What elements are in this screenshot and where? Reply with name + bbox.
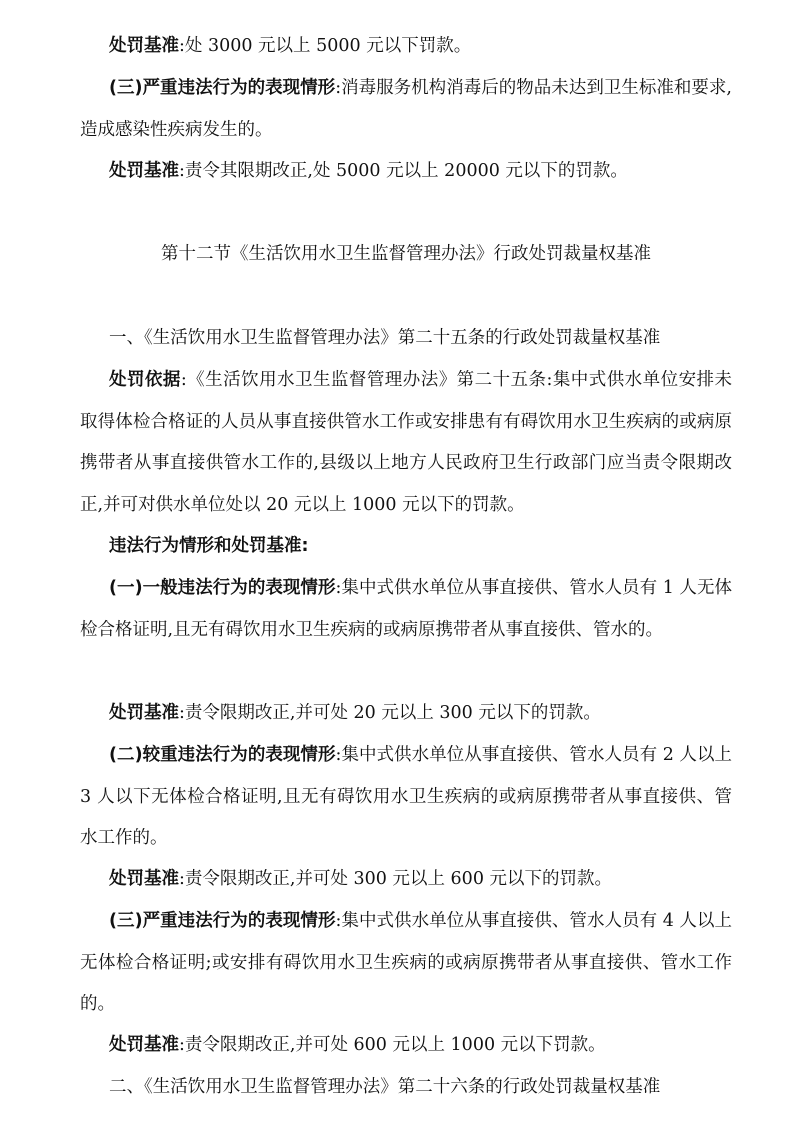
penalty-standard-label: 处罚基准 [109, 36, 179, 56]
paragraph-text: :集中式供水单位从事直接供、管水人员有 4 人以上无体检合格证明;或安排有碍饮用水卫生疾病的或病原携带者从事直接供、管水工作的。 [80, 911, 733, 1014]
paragraph-penalty-standard-4 [80, 859, 732, 901]
paragraph-violation-cases-heading [80, 526, 732, 568]
penalty-standard-label: 处罚基准 [109, 869, 179, 889]
paragraph-text: :责令限期改正,并可处 600 元以上 1000 元以下罚款。 [179, 1035, 606, 1055]
section-title: 第十二节《生活饮用水卫生监督管理办法》行政处罚裁量权基准 [161, 244, 651, 264]
paragraph-penalty-standard-5 [80, 1025, 732, 1067]
paragraph-text: :责令限期改正,并可处 300 元以上 600 元以下的罚款。 [179, 869, 613, 889]
penalty-standard-label: 处罚基准 [109, 1035, 179, 1055]
paragraph-moderate-violation [80, 735, 732, 860]
moderate-violation-label: (二)较重违法行为的表现情形 [109, 745, 336, 765]
paragraph-penalty-standard-3 [80, 693, 732, 735]
serious-violation-label: (三)严重违法行为的表现情形 [109, 78, 336, 98]
heading-article-26: 二、《生活饮用水卫生监督管理办法》第二十六条的行政处罚裁量权基准 [109, 1077, 661, 1097]
penalty-standard-label: 处罚基准 [109, 703, 179, 723]
penalty-basis-label: 处罚依据 [109, 370, 181, 390]
penalty-standard-label: 处罚基准 [109, 161, 179, 181]
paragraph-penalty-standard-2 [80, 151, 732, 193]
paragraph-serious-violation-1 [80, 68, 732, 151]
paragraph-penalty-standard-1 [80, 26, 732, 68]
paragraph-text: :责令限期改正,并可处 20 元以上 300 元以下的罚款。 [179, 703, 601, 723]
paragraph-text: :集中式供水单位从事直接供、管水人员有 2 人以上 3 人以下无体检合格证明,且无有碍饮用水卫生疾病的或病原携带者从事直接供、管水工作的。 [80, 745, 733, 848]
paragraph-general-violation [80, 568, 732, 651]
paragraph-text: :处 3000 元以上 5000 元以下罚款。 [179, 36, 472, 56]
paragraph-text: :责令其限期改正,处 5000 元以上 20000 元以下的罚款。 [179, 161, 628, 181]
heading-article-25: 一、《生活饮用水卫生监督管理办法》第二十五条的行政处罚裁量权基准 [109, 328, 661, 348]
paragraph-text: :消毒服务机构消毒后的物品未达到卫生标准和要求,造成感染性疾病发生的。 [80, 78, 732, 140]
violation-cases-label: 违法行为情形和处罚基准: [109, 536, 309, 556]
serious-violation-label: (三)严重违法行为的表现情形 [109, 911, 336, 931]
paragraph-text: :集中式供水单位从事直接供、管水人员有 1 人无体检合格证明,且无有碍饮用水卫生疾病的或病原携带者从事直接供、管水的。 [80, 578, 733, 640]
general-violation-label: (一)一般违法行为的表现情形 [109, 578, 336, 598]
paragraph-penalty-basis [80, 360, 732, 526]
paragraph-text: :《生活饮用水卫生监督管理办法》第二十五条:集中式供水单位安排未取得体检合格证的人员从事直接供管水工作或安排患有有碍饮用水卫生疾病的或病原携带者从事直接供管水工作的,县级以上地方人民政府卫生行政部门应当责令限期改正,并可对供水单位处以 20 元以上 1000 元以下的罚款。 [80, 370, 733, 515]
paragraph-serious-violation-2 [80, 901, 732, 1026]
